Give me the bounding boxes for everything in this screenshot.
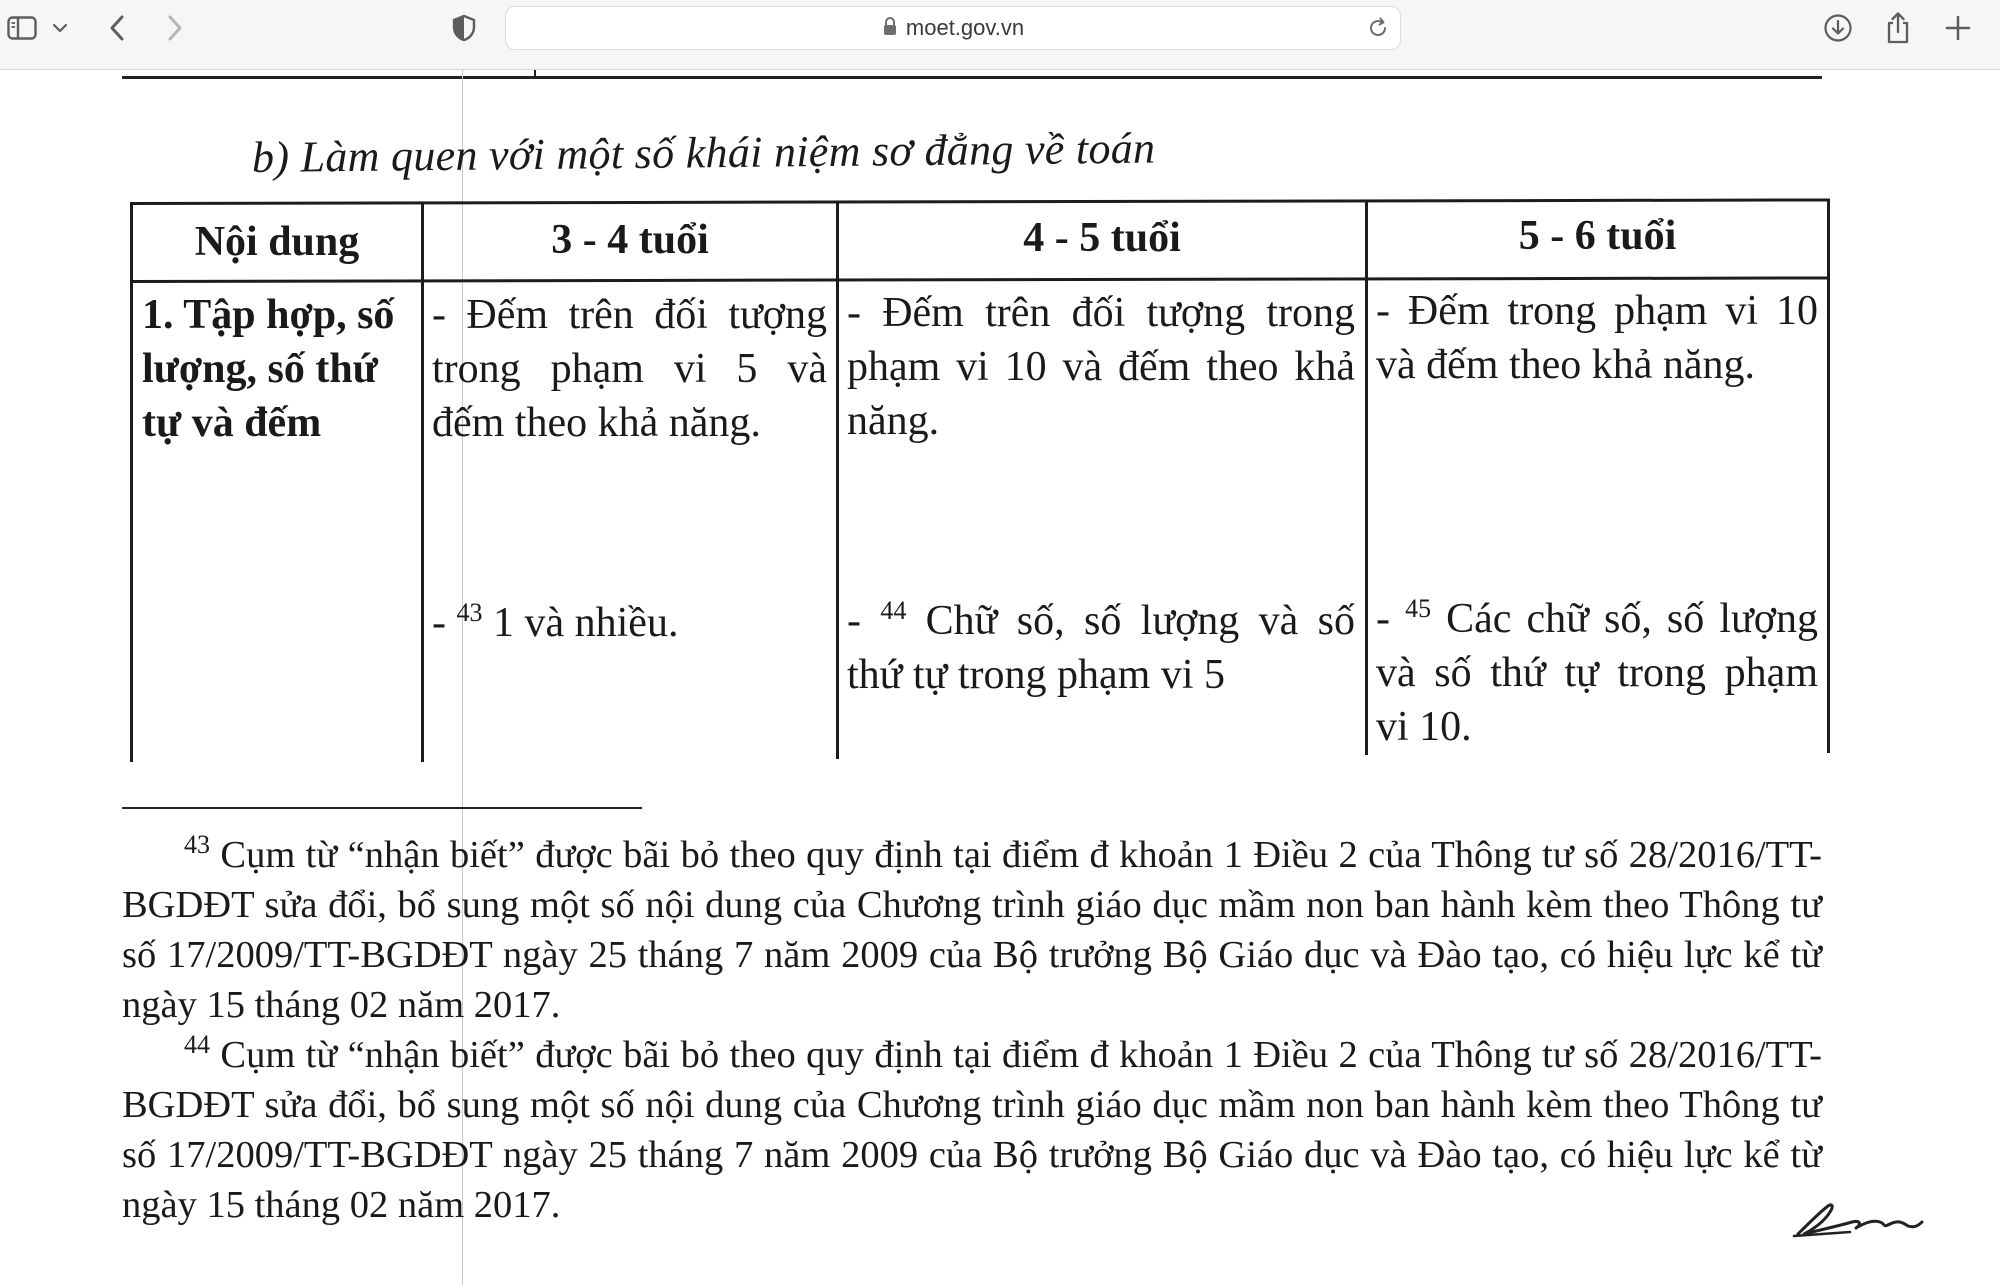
cell-age-5-6-item1: - Đếm trong phạm vi 10 và đếm theo khả năng. — [1376, 288, 1818, 388]
chevron-down-icon[interactable] — [48, 8, 72, 48]
header-age-5-6: 5 - 6 tuổi — [1518, 213, 1677, 259]
footnote-44 — [122, 1030, 1822, 1230]
share-icon[interactable] — [1880, 8, 1916, 48]
reload-icon[interactable] — [1366, 16, 1390, 45]
lock-icon — [882, 16, 898, 41]
footnote-separator — [122, 807, 642, 809]
footnote-text: Cụm từ “nhận biết” được bãi bỏ theo quy định tại điểm đ khoản 1 Điều 2 của Thông tư số 28/2016/TT-BGDĐT sửa đổi, bổ sung một số nội dung của Chương trình giáo dục mầm non ban hành kèm theo Thông tư số 17/2009/TT-BGDĐT ngày 25 tháng 7 năm 2009 của Bộ trưởng Bộ Giáo dục và Đào tạo, có hiệu lực kể từ ngày 15 tháng 02 năm 2017. — [122, 1034, 1822, 1226]
footnote-number: 43 — [184, 830, 210, 860]
header-age-3-4: 3 - 4 tuổi — [551, 217, 709, 263]
cell-topic: 1. Tập hợp, số lượng, số thứ tự và đếm — [142, 292, 395, 446]
footnote-ref-43[interactable]: 43 — [456, 598, 483, 627]
privacy-shield-icon[interactable] — [449, 8, 479, 48]
forward-arrow-icon[interactable] — [160, 8, 190, 48]
browser-toolbar — [0, 0, 2000, 70]
new-tab-plus-icon[interactable] — [1940, 8, 1976, 48]
header-age-4-5: 4 - 5 tuổi — [1023, 215, 1181, 261]
footnote-ref-45[interactable]: 45 — [1405, 594, 1432, 623]
sidebar-toggle-icon[interactable] — [4, 8, 40, 48]
content-table — [0, 70, 2000, 770]
footnote-ref-44[interactable]: 44 — [880, 596, 907, 625]
cell-age-5-6-item2: - $^{45}$ Các chữ số, số lượng và số thứ tự trong phạm vi 10. — [1376, 594, 1818, 750]
cell-age-3-4-item1: - Đếm trên đối tượng trong phạm vi 5 và đếm theo khả năng. — [432, 292, 827, 446]
footnote-text: Cụm từ “nhận biết” được bãi bỏ theo quy định tại điểm đ khoản 1 Điều 2 của Thông tư số 28/2016/TT-BGDĐT sửa đổi, bổ sung một số nội dung của Chương trình giáo dục mầm non ban hành kèm theo Thông tư số 17/2009/TT-BGDĐT ngày 25 tháng 7 năm 2009 của Bộ trưởng Bộ Giáo dục và Đào tạo, có hiệu lực kể từ ngày 15 tháng 02 năm 2017. — [122, 834, 1822, 1026]
download-icon[interactable] — [1820, 8, 1856, 48]
address-bar[interactable] — [505, 6, 1401, 50]
signature-initials — [1790, 1192, 1930, 1247]
section-heading: b) Làm quen với một số khái niệm sơ đẳng về toán — [251, 123, 1156, 182]
footnote-number: 44 — [184, 1030, 210, 1060]
cell-age-4-5-item1: - Đếm trên đối tượng trong phạm vi 10 và đếm theo khả năng. — [847, 290, 1355, 444]
document-page — [0, 70, 2000, 1285]
cell-age-3-4-item2: - $^{43}$ 1 và nhiều. — [432, 598, 679, 646]
footnote-43 — [122, 830, 1822, 1030]
back-arrow-icon[interactable] — [102, 8, 132, 48]
url-text: moet.gov.vn — [905, 15, 1025, 40]
cell-age-4-5-item2: - $^{44}$ Chữ số, số lượng và số thứ tự trong phạm vi 5 — [847, 596, 1355, 698]
header-content: Nội dung — [194, 219, 360, 265]
